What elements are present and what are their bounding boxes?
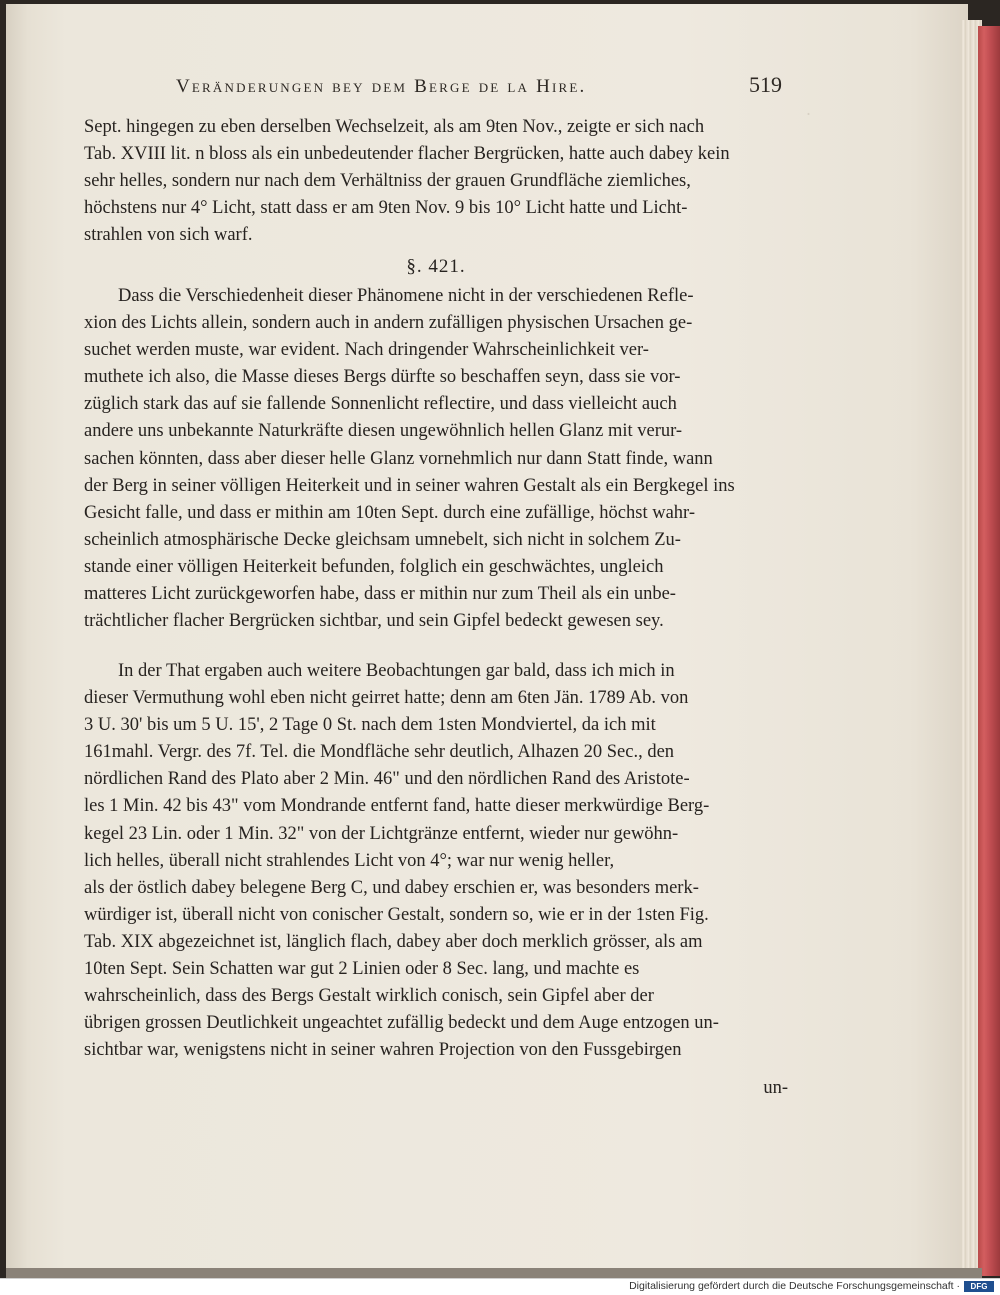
text-line: der Berg in seiner völligen Heiterkeit und in seiner wahren Gestalt als ein Bergkegel ins (84, 475, 735, 496)
text-line: scheinlich atmosphärische Decke gleichsam umnebelt, sich nicht in solchem Zu- (84, 529, 681, 550)
text-line: sichtbar war, wenigstens nicht in seiner wahren Projection von den Fussgebirgen (84, 1040, 682, 1061)
text-line: les 1 Min. 42 bis 43" vom Mondrande entfernt fand, hatte dieser merkwürdige Berg- (84, 796, 710, 817)
catchword: un- (763, 1078, 788, 1098)
show-through-text: · (806, 104, 811, 124)
running-title: Veränderungen bey dem Berge de la Hire. (176, 76, 587, 97)
paragraph-2 (84, 283, 788, 635)
text-line: Sept. hingegen zu eben derselben Wechselzeit, als am 9ten Nov., zeigte er sich nach (84, 117, 705, 137)
text-line: muthete ich also, die Masse dieses Bergs dürfte so beschaffen seyn, dass sie vor- (84, 367, 681, 388)
dfg-logo: DFG (964, 1281, 994, 1292)
paragraph-2-text (84, 283, 788, 635)
section-heading: §. 421. (406, 256, 466, 277)
text-line: 10ten Sept. Sein Schatten war gut 2 Linien oder 8 Sec. lang, und machte es (84, 959, 640, 980)
text-line: Tab. XIX abgezeichnet ist, länglich flach, dabey aber doch merklich grösser, als am (84, 931, 703, 952)
text-line: nördlichen Rand des Plato aber 2 Min. 46" und den nördlichen Rand des Aristote- (84, 769, 690, 790)
text-line: kegel 23 Lin. oder 1 Min. 32" von der Lichtgränze entfernt, wieder nur gewöhn- (84, 823, 679, 844)
text-line: höchstens nur 4° Licht, statt dass er am 9ten Nov. 9 bis 10° Licht hatte und Licht- (84, 198, 688, 219)
book-cover-edge (978, 26, 1000, 1276)
text-line: dieser Vermuthung wohl eben nicht geirret hatte; denn am 6ten Jän. 1789 Ab. von (84, 688, 689, 709)
text-line: wahrscheinlich, dass des Bergs Gestalt wirklich conisch, sein Gipfel aber der (84, 986, 654, 1007)
text-line: Dass die Verschiedenheit dieser Phänomene nicht in der verschiedenen Refle- (118, 286, 694, 306)
text-line: suchet werden muste, war evident. Nach dringender Wahrscheinlichkeit ver- (84, 340, 649, 361)
text-line: 3 U. 30' bis um 5 U. 15', 2 Tage 0 St. nach dem 1sten Mondviertel, da ich mit (84, 715, 656, 736)
text-line: als der östlich dabey belegene Berg C, und dabey erschien er, was besonders merk- (84, 877, 699, 898)
text-line: In der That ergaben auch weitere Beobachtungen gar bald, dass ich mich in (118, 661, 675, 681)
text-line: lich helles, überall nicht strahlendes Licht von 4°; war nur wenig heller, (84, 850, 615, 871)
page-number: 519 (749, 72, 782, 97)
text-line: 161mahl. Vergr. des 7f. Tel. die Mondfläche sehr deutlich, Alhazen 20 Sec., den (84, 742, 675, 763)
paragraph-1 (84, 114, 788, 249)
paragraph-3-text (84, 658, 788, 1064)
text-line: trächtlicher flacher Bergrücken sichtbar, und sein Gipfel bedeckt gewesen sey. (84, 611, 664, 632)
page-bottom-shadow (6, 1268, 982, 1278)
text-line: strahlen von sich warf. (84, 225, 253, 246)
paragraph-1-text (84, 114, 788, 249)
text-line: züglich stark das auf sie fallende Sonnenlicht reflectire, und dass vielleicht auch (84, 394, 677, 415)
text-line: andere uns unbekannte Naturkräfte diesen ungewöhnlich hellen Glanz mit verur- (84, 421, 683, 442)
text-line: matteres Licht zurückgeworfen habe, dass er mithin nur zum Theil als ein unbe- (84, 584, 676, 605)
text-line: xion des Lichts allein, sondern auch in andern zufälligen physischen Ursachen ge- (84, 313, 693, 334)
text-line: Tab. XVIII lit. n bloss als ein unbedeutender flacher Bergrücken, hatte auch dabey kein (84, 144, 730, 165)
running-header (176, 72, 788, 102)
footer-bar (0, 1278, 1000, 1295)
text-line: sachen könnten, dass aber dieser helle Glanz vornehmlich nur dann Statt finde, wann (84, 448, 713, 469)
paragraph-3 (84, 658, 788, 1064)
text-line: würdiger ist, überall nicht von conischer Gestalt, sondern so, wie er in der 1sten Fig. (84, 904, 709, 925)
funding-credit: Digitalisierung gefördert durch die Deutsche Forschungsgemeinschaft · (629, 1280, 960, 1292)
text-line: übrigen grossen Deutlichkeit ungeachtet zufällig bedeckt und dem Auge entzogen un- (84, 1013, 719, 1034)
text-line: sehr helles, sondern nur nach dem Verhältniss der grauen Grundfläche ziemliches, (84, 171, 691, 192)
text-line: Gesicht falle, und dass er mithin am 10ten Sept. durch eine zufällige, höchst wahr- (84, 502, 695, 523)
text-line: stande einer völligen Heiterkeit befunden, folglich ein geschwächtes, ungleich (84, 556, 664, 577)
